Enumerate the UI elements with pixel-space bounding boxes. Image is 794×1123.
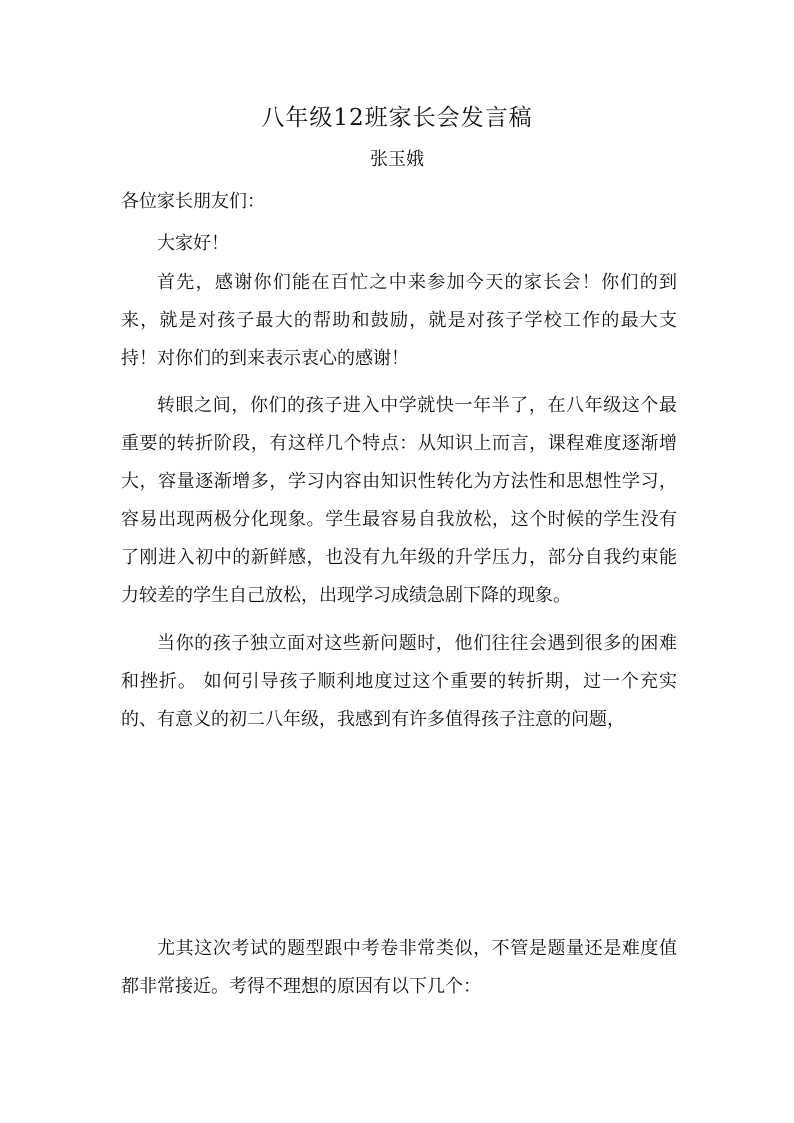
paragraph-characteristics: 转眼之间，你们的孩子进入中学就快一年半了，在八年级这个最重要的转折阶段，有这样几个特点：从知识上而言，课程难度逐渐增大，容量逐渐增多，学习内容由知识性转化为方法性和思想性学习，容易出现两极分化现象。学生最容易自我放松，这个时候的学生没有了刚进入初中的新鲜感，也没有九年级的升学压力，部分自我约束能力较差的学生自己放松，出现学习成绩急剧下降的现象。 bbox=[121, 395, 677, 606]
author-name: 张玉娥 bbox=[370, 149, 424, 170]
paragraph-exam: 尤其这次考试的题型跟中考卷非常类似，不管是题量还是难度值都非常接近。考得不理想的原因有以下几个： bbox=[121, 938, 677, 997]
salutation: 各位家长朋友们： bbox=[121, 191, 265, 212]
greeting: 大家好！ bbox=[157, 233, 229, 254]
paragraph-challenges: 当你的孩子独立面对这些新问题时，他们往往会遇到很多的困难和挫折。 如何引导孩子顺利地度过这个重要的转折期，过一个充实的、有意义的初二八年级，我感到有许多值得孩子注意的问题， bbox=[121, 633, 677, 730]
paragraph-thanks: 首先，感谢你们能在百忙之中来参加今天的家长会！你们的到来，就是对孩子最大的帮助和鼓励，就是对孩子学校工作的最大支持！对你们的到来表示衷心的感谢！ bbox=[121, 272, 677, 369]
document-title: 八年级12班家长会发言稿 bbox=[261, 105, 533, 131]
